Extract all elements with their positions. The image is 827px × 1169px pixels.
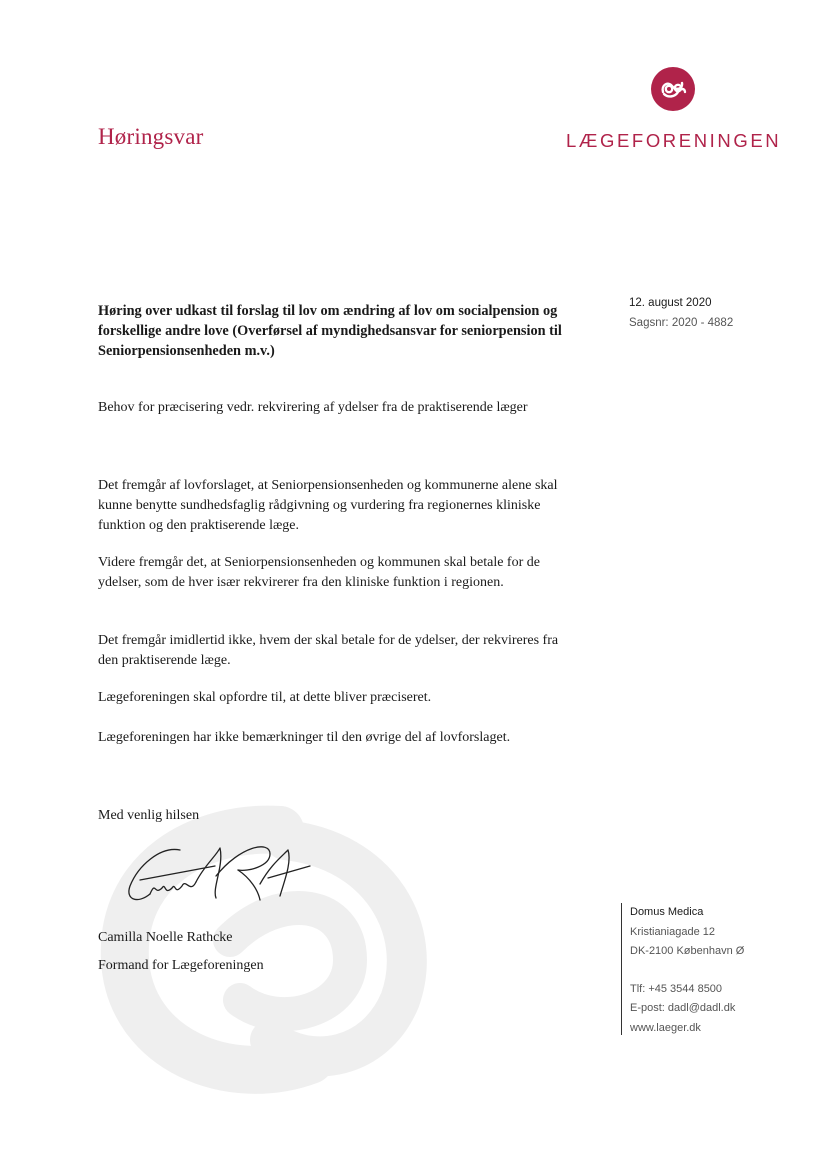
letter-title: Høring over udkast til forslag til lov om ændring af lov om socialpension og forskellige andre love (Overførsel af myndighedsansvar for seniorpension til Seniorpensionsenheden m.v.)	[98, 303, 562, 359]
handwritten-signature	[120, 836, 320, 911]
signer-role: Formand for Lægeforeningen	[98, 958, 264, 973]
address-phone: Tlf: +45 3544 8500	[630, 982, 723, 995]
address-block	[621, 903, 744, 1035]
closing-salutation: Med venlig hilsen	[98, 808, 200, 823]
snake-staff-icon	[651, 67, 695, 111]
document-type-label: Høringsvar	[98, 124, 204, 149]
body-paragraph: Videre fremgår det, at Seniorpensionsenheden og kommunen skal betale for de ydelser, som de hver især rekvirerer fra den kliniske funktion i regionen.	[98, 555, 540, 590]
address-street: Kristianiagade 12	[630, 925, 716, 938]
body-paragraph: Lægeforeningen har ikke bemærkninger til den øvrige del af lovforslaget.	[98, 730, 511, 745]
letter-date: 12. august 2020	[629, 297, 712, 309]
address-email: E-post: dadl@dadl.dk	[630, 1002, 736, 1014]
subject-paragraph: Behov for præcisering vedr. rekvirering af ydelser fra de praktiserende læger	[98, 400, 528, 415]
address-website: www.laeger.dk	[630, 1021, 701, 1034]
body-paragraph: Det fremgår imidlertid ikke, hvem der skal betale for de ydelser, der rekvireres fra den praktiserende læge.	[98, 633, 559, 668]
signer-name: Camilla Noelle Rathcke	[98, 930, 233, 945]
address-org: Domus Medica	[630, 906, 704, 918]
address-city: DK-2100 København Ø	[630, 945, 745, 957]
body-paragraph: Det fremgår af lovforslaget, at Seniorpensionsenheden og kommunerne alene skal kunne benytte sundhedsfaglig rådgivning og vurdering fra regionernes kliniske funktion og den praktiserende læge.	[98, 478, 558, 533]
case-number: Sagsnr: 2020 - 4882	[629, 317, 734, 329]
body-paragraph: Lægeforeningen skal opfordre til, at dette bliver præciseret.	[98, 690, 432, 705]
brand-wordmark: LÆGEFORENINGEN	[566, 130, 782, 151]
